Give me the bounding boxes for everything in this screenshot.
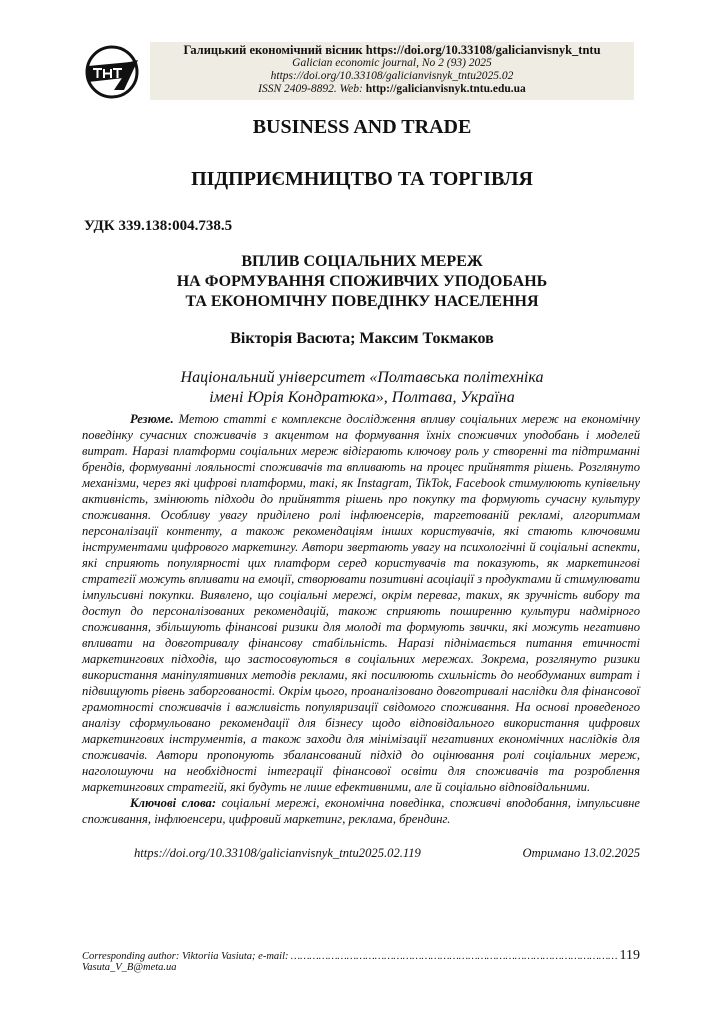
article-doi-link[interactable]: https://doi.org/10.33108/galicianvisnyk_tntu2025.02.119 bbox=[134, 846, 421, 860]
issue-doi: https://doi.org/10.33108/galicianvisnyk_tntu2025.02 bbox=[270, 70, 514, 82]
journal-issue: Galician economic journal, No 2 (93) 2025 bbox=[292, 57, 492, 69]
affiliation-line: імені Юрія Кондратюка», Полтава, Україна bbox=[209, 389, 515, 406]
journal-web-link[interactable]: http://galicianvisnyk.tntu.edu.ua bbox=[365, 83, 526, 95]
affiliation-line: Національний університет «Полтавська політехніка bbox=[180, 369, 544, 386]
abstract-label: Резюме. bbox=[130, 412, 174, 426]
issn: ISSN 2409-8892. Web: bbox=[258, 83, 366, 95]
title-line: ВПЛИВ СОЦІАЛЬНИХ МЕРЕЖ bbox=[241, 253, 483, 270]
udk-code: УДК 339.138:004.738.5 bbox=[84, 218, 233, 234]
abstract bbox=[82, 411, 640, 795]
corresponding-author: Corresponding author: Viktoriia Vasiuta; e-mail: Vasuta_V_B@meta.ua bbox=[82, 951, 289, 973]
journal-title: Галицький економічний вісник https://doi.org/10.33108/galicianvisnyk_tntu bbox=[183, 43, 601, 57]
title-line: НА ФОРМУВАННЯ СПОЖИВЧИХ УПОДОБАНЬ bbox=[176, 273, 548, 290]
article-title bbox=[0, 252, 724, 312]
keywords-label: Ключові слова: bbox=[130, 796, 217, 810]
affiliation bbox=[0, 368, 724, 408]
journal-header bbox=[150, 42, 634, 100]
page-number: 119 bbox=[619, 948, 640, 963]
tntu-logo bbox=[84, 44, 140, 100]
keywords-text: соціальні мережі, економічна поведінка, споживчі вподобання, імпульсивне споживання, інфлюенсери, цифровий маркетинг, реклама, брендинг. bbox=[82, 796, 640, 826]
abstract-section bbox=[82, 411, 640, 861]
abstract-text: Метою статті є комплексне дослідження впливу соціальних мереж на економічну поведінку сучасних споживачів з акцентом на формування їхніх споживчих уподобань і моделей витрат. Наразі платформи соціальних мереж відіграють ключову роль у створенні та підтриманні брендів, формуванні лояльності споживачів та впливають на процес прийняття рішень. Розглянуто механізми, через які цифрові платформи, такі, як Instagram, TikTok, Facebook стимулюють купівельну активність, змінюють підходи до прийняття рішень про покупку та формують сучасну культуру споживання. Особливу увагу приділено ролі інфлюенсерів, таргетованій рекламі, алгоритмам персоналізації контенту, а також рекомендаціям інших користувачів, які стають ключовими інструментами цифрового маркетингу. Автори звертають увагу на психологічні й соціальні аспекти, які сприяють популярності цих платформ серед користувачів та показують, як маркетингові стратегії можуть впливати на емоції, створювати позитивні асоціації з продуктами й стимулювати імпульсивні покупки. Виявлено, що соціальні мережі, окрім переваг, таких, як зручність вибору та доступ до персоналізованих рекомендацій, також сприяють поширенню культури надмірного споживання, збільшують фінансові ризики для молоді та формують звички, які можуть негативно впливати на довготривалу фінансову стабільність. Наразі піднімається питання етичності маркетингових підходів, що застосовуються в соціальних мережах. Зокрема, розглянуто ризики використання маніпулятивних методів реклами, які посилюють схильність до необдуманих витрат і підвищують рівень заборгованості. Окрім цього, проаналізовано довготривалі наслідки для фінансової грамотності споживачів і важливість популяризації свідомого споживання. На основі проведеного аналізу сформульовано рекомендації для бізнесу щодо відповідального використання цифрових маркетингових інструментів, а також заходи для мінімізації негативних економічних наслідків для споживачів. Автори пропонують збалансований підхід до оцінювання ролі соціальних мереж, наголошуючи на необхідності інтеграції фінансової освіти для споживачів та розроблення маркетингових стратегій, які будуть не лише ефективними, але й соціально відповідальними. bbox=[82, 412, 640, 794]
section-title-en: BUSINESS AND TRADE bbox=[252, 116, 472, 138]
title-line: ТА ЕКОНОМІЧНУ ПОВЕДІНКУ НАСЕЛЕННЯ bbox=[185, 293, 539, 310]
dot-leader: …………………………………………………………………………………………… bbox=[290, 951, 618, 962]
received-date: Отримано 13.02.2025 bbox=[522, 846, 640, 860]
section-title-ua: ПІДПРИЄМНИЦТВО ТА ТОРГІВЛЯ bbox=[191, 168, 533, 190]
doi-received-row bbox=[82, 845, 640, 861]
authors: Вікторія Васюта; Максим Токмаков bbox=[230, 330, 494, 347]
keywords bbox=[82, 795, 640, 827]
page-footer bbox=[82, 948, 640, 973]
